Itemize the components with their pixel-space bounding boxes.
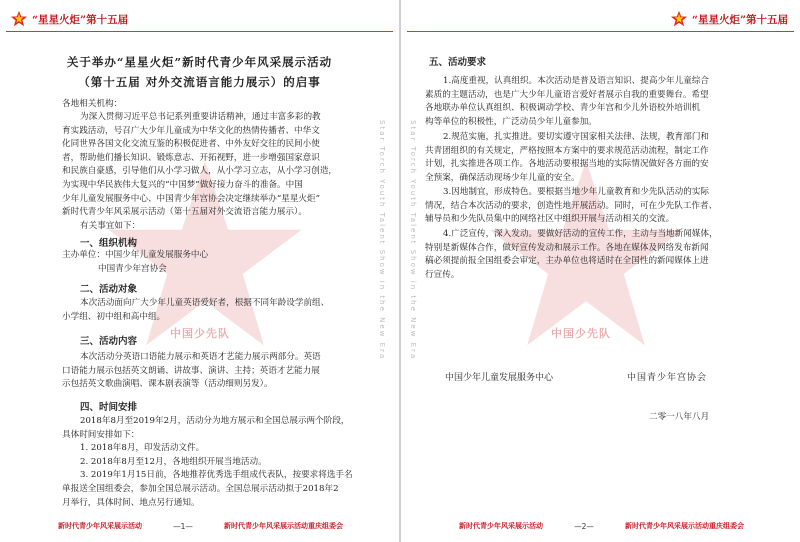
section-title-schedule: 四、时间安排 [80,402,138,413]
body-line: 3. 2019年1月15日前，各地推荐优秀选手组成代表队，按要求将选手名 [80,470,353,481]
torch-star-logo-icon [670,10,688,28]
footer-left-text: 新时代青少年风采展示活动 [58,522,142,530]
requirement-1 [425,75,765,129]
section-title-organization: 一、组织机构 [80,238,138,249]
body-line: 情况，结合本次活动的要求，创造性地开展活动。同时，可在少先队工作者、 [425,200,718,211]
section-body-audience [62,297,362,324]
body-line: 辅导员和少先队员集中的网络社区中组织开展与活动相关的交流。 [425,214,675,225]
intro-paragraph [62,111,362,233]
body-line: 1. 2018年8月，印发活动文件。 [80,443,205,454]
requirement-2 [425,131,765,185]
intro-line: 为实现中华民族伟大复兴的“中国梦”做好接力奋斗的准备。中国 [62,179,303,190]
intro-line: 有关事宜如下： [80,220,141,231]
header-brand: “星星火炬”第十五届 [32,13,129,26]
intro-line: 新时代青少年风采展示活动（第十五届对外交流语言能力展示）。 [62,207,307,218]
body-line: 1.高度重视，认真组织。本次活动是普及语言知识、提高少年儿童综合 [443,76,710,86]
page-number: —2— [574,521,594,531]
vertical-side-text: Star Torch Youth Talent Show in the New Era [378,120,386,361]
header-divider [6,31,393,32]
body-line: 示包括英文歌曲演唱、课本剧表演等（活动细则另发）。 [62,379,273,390]
body-line: 2. 2018年8月至12月，各地组织开展当地活动。 [80,456,267,467]
body-line: 口语能力展示包括英文朗诵、讲故事、演讲、主持；英语才艺能力展 [62,365,320,376]
intro-line: 为深入贯彻习近平总书记系列重要讲话精神，通过丰富多彩的教 [80,112,321,122]
page-2 [401,0,800,542]
body-line: 3.因地制宜，形成特色。要根据当地少年儿童教育和少先队活动的实际 [443,187,710,197]
torch-star-logo-icon [10,10,28,28]
signatory-org-1: 中国少年儿童发展服务中心 [445,373,554,383]
intro-line: 者，帮助他们播长知识、锻炼意志、开拓视野，进一步增强国家意识 [62,152,320,163]
section-title-content: 三、活动内容 [80,336,138,347]
page-footer [401,510,800,542]
section-body-schedule [62,415,362,510]
salutation: 各地相关机构： [62,99,123,109]
body-line: 2.规范实施，扎实推进。要切实遵守国家相关法律、法规，教育部门和 [443,132,710,142]
page-header [670,8,788,30]
footer-right-text: 新时代青少年风采展示活动重庆组委会 [625,522,744,530]
requirement-3 [425,186,765,227]
body-line: 中国青少年宫协会 [98,263,167,274]
body-line: 本次活动分英语口语能力展示和英语才艺能力展示两部分。英语 [80,352,321,362]
section-body-content [62,351,362,392]
vertical-side-text: Star Torch Youth Talent Show in the New Era [409,120,417,361]
document-date: 二零一八年八月 [649,412,710,422]
body-line: 具体时间安排如下： [62,429,140,440]
header-brand: “星星火炬”第十五届 [691,13,788,26]
watermark-text: 中国少先队 [170,327,230,340]
body-line: 2018年8月至2019年2月，活动分为地方展示和全国总展示两个阶段， [80,416,350,426]
doc-title-line1: 关于举办“星星火炬”新时代青少年风采展示活动 [66,55,333,69]
footer-left-text: 新时代青少年风采展示活动 [459,522,543,530]
footer-right-text: 新时代青少年风采展示活动重庆组委会 [224,522,343,530]
requirement-4 [425,228,765,282]
intro-line: 育实践活动，号召广大少年儿童成为中华文化的热情传播者、中华文 [62,125,320,136]
body-line: 行宣传。 [425,269,460,280]
watermark-text: 中国少先队 [551,327,611,340]
intro-line: 少年儿童发展服务中心、中国青少年宫协会决定继续举办“星星火炬” [62,193,321,204]
body-line: 本次活动面向广大少年儿童英语爱好者，根据不同年龄设学前组、 [80,298,330,308]
body-line: 特别是新媒体合作，做好宣传发动和展示工作。各地在媒体及网络发布新闻 [425,242,709,253]
body-line: 计划，扎实推进各项工作。各地活动要根据当地的实际情况做好各方面的安 [425,159,709,170]
body-line: 月举行，具体时间、地点另行通知。 [62,497,200,508]
page-header [10,8,128,30]
section-title-audience: 二、活动对象 [80,284,138,295]
body-line: 全预案，确保活动现场少年儿童的安全。 [425,172,580,183]
doc-title-line2: （第十五届 对外交流语言能力展示）的启事 [78,75,321,89]
section-title-requirements: 五、活动要求 [429,57,487,68]
body-line: 各地联办单位认真组织、积极调动学校、青少年宫和少儿外语校外培训机 [425,103,701,114]
signatory-org-2: 中国青少年宫协会 [627,373,708,383]
intro-line: 化同世界各国文化交流互鉴的积极促进者、中外友好交往的民间小使 [62,139,320,150]
page-footer [0,510,399,542]
body-line: 主办单位：中国少年儿童发展服务中心 [62,250,209,260]
body-line: 稿必须提前报全国组委会审定，主办单位也将适时在全国性的新闻媒体上进 [425,256,709,267]
body-line: 素质的主题活动，也是广大少年儿童语言爱好者展示自我的重要舞台。希望 [425,89,709,100]
intro-line: 和民族自豪感，引导他们从小学习做人，从小学习立志，从小学习创造， [62,166,338,177]
header-divider [407,31,794,32]
body-line: 构等单位的积极性，广泛动员少年儿童参加。 [425,116,597,127]
section-body-organization [62,249,208,276]
body-line: 小学组、初中组和高中组。 [62,311,166,322]
page-number: —1— [173,521,193,531]
page-1 [0,0,399,542]
body-line: 单报送全国组委会，参加全国总展示活动。全国总展示活动拟于2018年2 [62,483,339,494]
body-line: 共青团组织的有关规定，严格按照本方案中的要求规范活动流程，制定工作 [425,145,709,156]
body-line: 4.广泛宣传，深入发动。要做好活动的宣传工作，主动与当地新闻媒体， [443,229,718,239]
